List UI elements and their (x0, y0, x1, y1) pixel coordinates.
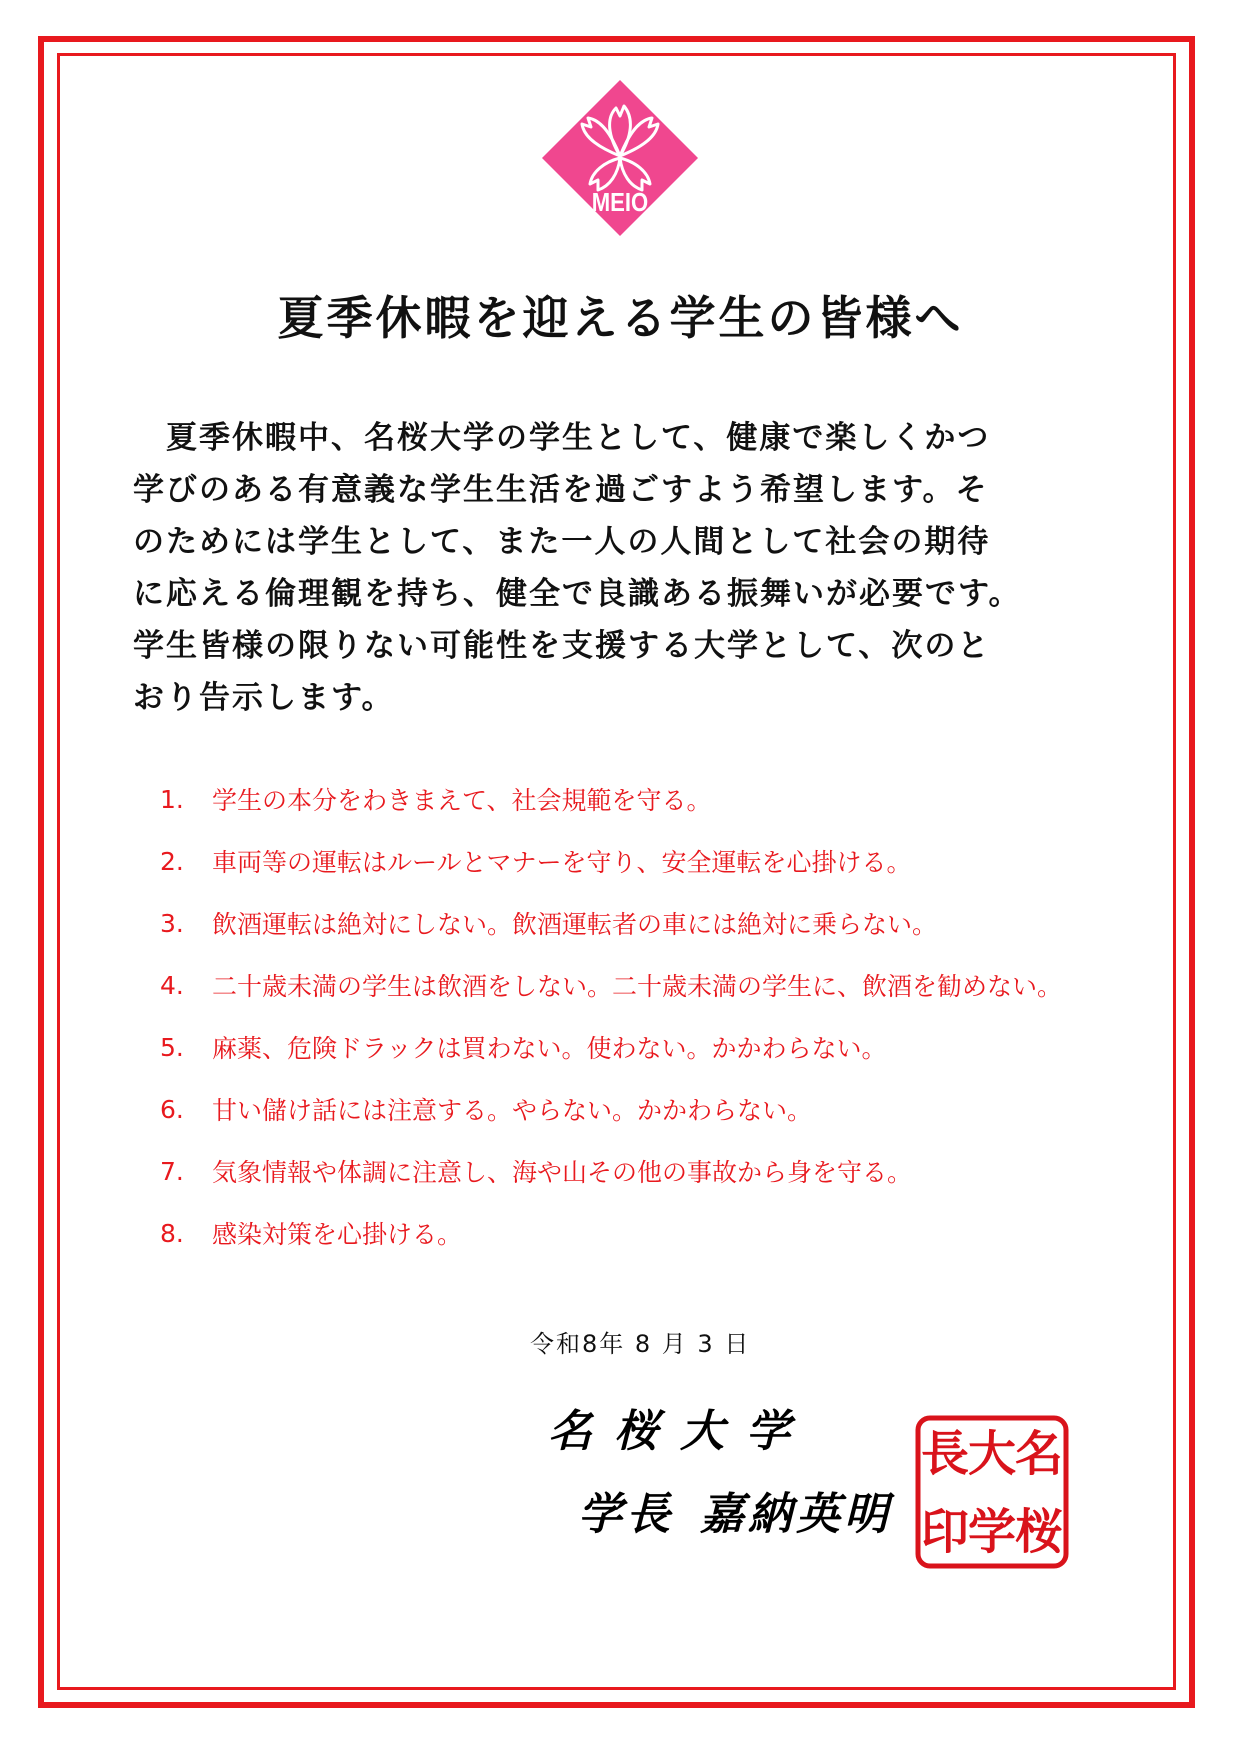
seal-char: 名 (1014, 1426, 1064, 1482)
rule-number: 6. (160, 1094, 184, 1124)
seal-char: 印 (920, 1504, 970, 1560)
rule-text: 感染対策を心掛ける。 (212, 1220, 463, 1249)
body-line: 学びのある有意義な学生生活を過ごすよう希望します。そ (133, 472, 989, 508)
seal-char: 桜 (1014, 1504, 1064, 1560)
rule-item (160, 892, 1170, 954)
rule-item (160, 768, 1170, 830)
body-line: 学生皆様の限りない可能性を支援する大学として、次のと (133, 628, 991, 664)
seal-char: 長 (920, 1426, 970, 1482)
rule-number: 5. (160, 1032, 184, 1062)
rule-number: 8. (160, 1218, 184, 1248)
university-seal (912, 1412, 1072, 1572)
rule-item (160, 1016, 1170, 1078)
meio-logo (540, 78, 700, 238)
rule-number: 7. (160, 1156, 184, 1186)
seal-char: 学 (967, 1504, 1017, 1560)
rule-text: 二十歳未満の学生は飲酒をしない。二十歳未満の学生に、飲酒を勧めない。 (212, 972, 1063, 1001)
rule-text: 学生の本分をわきまえて、社会規範を守る。 (212, 786, 712, 815)
rule-number: 1. (160, 784, 184, 814)
rule-number: 2. (160, 846, 184, 876)
rule-item (160, 1140, 1170, 1202)
rule-number: 3. (160, 908, 184, 938)
rules-list (160, 768, 1170, 1264)
president-title: 学長 (578, 1489, 674, 1540)
rule-text: 飲酒運転は絶対にしない。飲酒運転者の車には絶対に乗らない。 (212, 910, 938, 939)
body-line: おり告示します。 (133, 680, 395, 716)
rule-number: 4. (160, 970, 184, 1000)
seal-char: 大 (967, 1426, 1017, 1482)
issue-date: 令和8年 8 月 3 日 (530, 1330, 751, 1358)
university-name: 名桜大学 (548, 1406, 812, 1457)
rule-item (160, 830, 1170, 892)
body-paragraph (133, 412, 1123, 724)
president-signature (578, 1478, 892, 1542)
rule-item (160, 1078, 1170, 1140)
rule-text: 麻薬、危険ドラックは買わない。使わない。かかわらない。 (212, 1034, 887, 1063)
logo-text: MEIO (591, 188, 649, 218)
rule-item (160, 1202, 1170, 1264)
body-line: 夏季休暇中、名桜大学の学生として、健康で楽しくかつ (133, 420, 991, 456)
president-name: 嘉納英明 (700, 1489, 892, 1540)
page-title: 夏季休暇を迎える学生の皆様へ (277, 291, 964, 345)
rule-text: 車両等の運転はルールとマナーを守り、安全運転を心掛ける。 (212, 848, 912, 877)
rule-item (160, 954, 1170, 1016)
rule-text: 甘い儲け話には注意する。やらない。かかわらない。 (212, 1096, 813, 1125)
body-line: のためには学生として、また一人の人間として社会の期待 (133, 524, 991, 560)
body-line: に応える倫理観を持ち、健全で良識ある振舞いが必要です。 (133, 576, 1022, 612)
rule-text: 気象情報や体調に注意し、海や山その他の事故から身を守る。 (212, 1158, 913, 1187)
